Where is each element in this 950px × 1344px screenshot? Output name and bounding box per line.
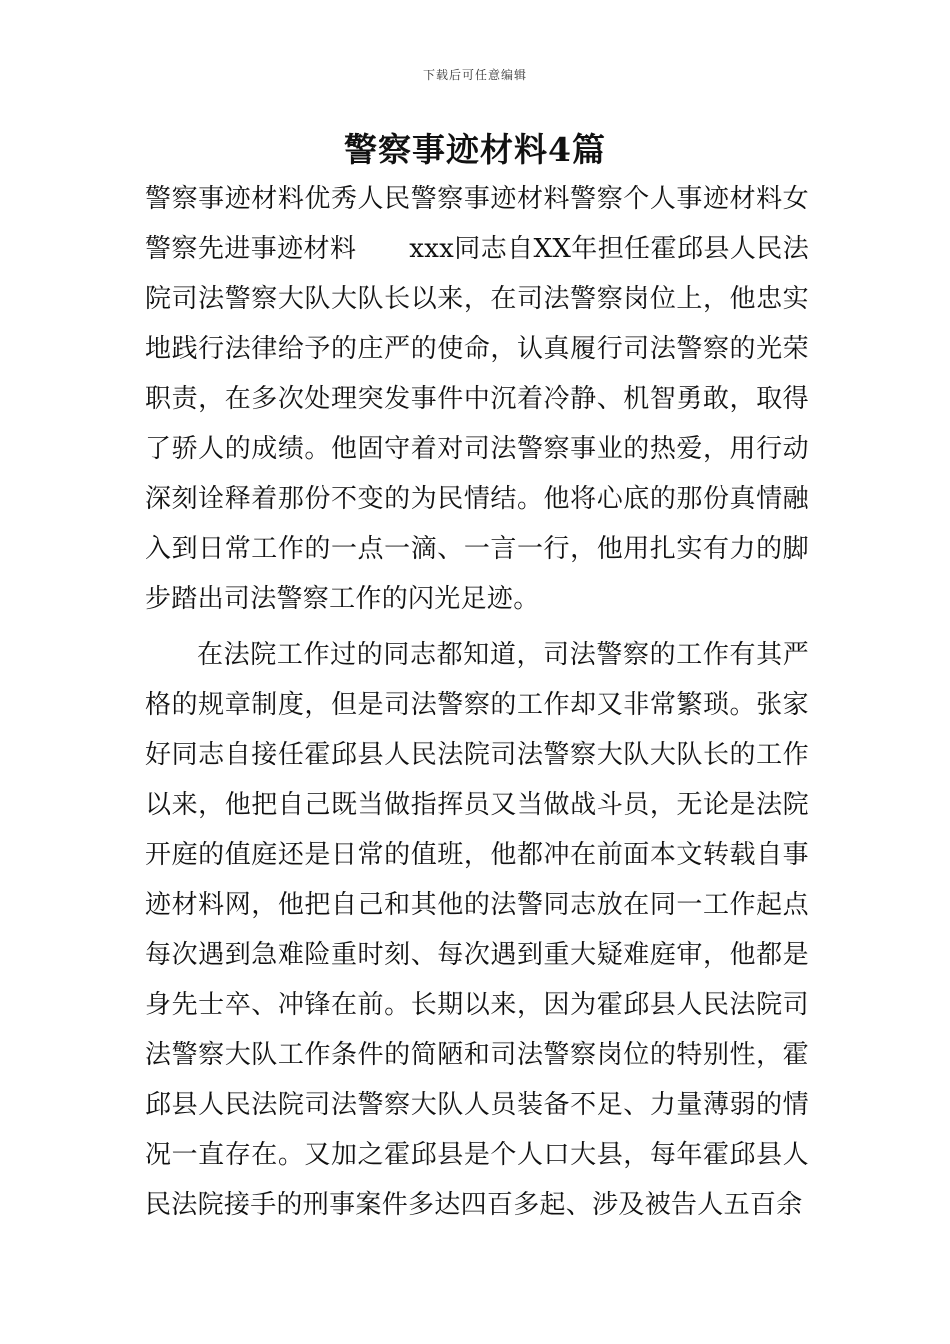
paragraph: 警察事迹材料优秀人民警察事迹材料警察个人事迹材料女警察先进事迹材料 xxx同志自XX年担任霍邱县人民法院司法警察大队大队长以来，在司法警察岗位上，他忠实地践行法律给予的庄严的使命，认真履行司法警察的光荣职责，在多次处理突发事件中沉着冷静、机智勇敢，取得了骄人的成绩。他固守着对司法警察事业的热爱，用行动深刻诠释着那份不变的为民情结。他将心底的那份真情融入到日常工作的一点一滴、一言一行，他用扎实有力的脚步踏出司法警察工作的闪光足迹。 (145, 184, 809, 614)
document-body (145, 174, 809, 1230)
paragraph: 在法院工作过的同志都知道，司法警察的工作有其严格的规章制度，但是司法警察的工作却又非常繁琐。张家好同志自接任霍邱县人民法院司法警察大队大队长的工作以来，他把自己既当做指挥员又当做战斗员，无论是法院开庭的值庭还是日常的值班，他都冲在前面本文转载自事迹材料网，他把自己和其他的法警同志放在同一工作起点每次遇到急难险重时刻、每次遇到重大疑难庭审，他都是身先士卒、冲锋在前。长期以来，因为霍邱县人民法院司法警察大队工作条件的简陋和司法警察岗位的特别性，霍邱县人民法院司法警察大队人员装备不足、力量薄弱的情况一直存在。又加之霍邱县是个人口大县，每年霍邱县人民法院接手的刑事案件多达四百多起、涉及被告人五百余 (145, 640, 809, 1220)
header-note: 下载后可任意编辑 (422, 68, 527, 82)
document-title: 警察事迹材料4篇 (344, 130, 606, 169)
